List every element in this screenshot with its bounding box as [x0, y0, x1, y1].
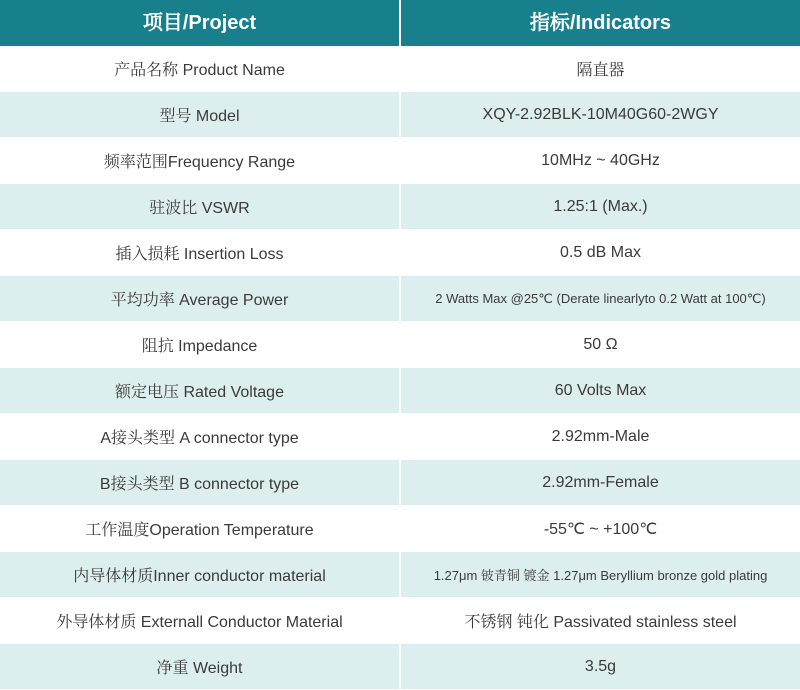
cell-indicator: 50 Ω: [400, 322, 800, 368]
cell-project: 平均功率 Average Power: [0, 276, 400, 322]
cell-project: 外导体材质 Externall Conductor Material: [0, 598, 400, 644]
cell-indicator: 不锈钢 钝化 Passivated stainless steel: [400, 598, 800, 644]
cell-project: 内导体材质Inner conductor material: [0, 552, 400, 598]
cell-project: 额定电压 Rated Voltage: [0, 368, 400, 414]
table-header: [0, 0, 800, 46]
cell-indicator: -55℃ ~ +100℃: [400, 506, 800, 552]
cell-indicator: 1.25:1 (Max.): [400, 184, 800, 230]
cell-indicator: XQY-2.92BLK-10M40G60-2WGY: [400, 92, 800, 138]
table-row: [0, 230, 800, 276]
cell-indicator: 2 Watts Max @25℃ (Derate linearlyto 0.2 Watt at 100℃): [400, 276, 800, 322]
cell-indicator: 2.92mm-Female: [400, 460, 800, 506]
cell-project: 型号 Model: [0, 92, 400, 138]
table-body: [0, 46, 800, 690]
table-row: [0, 598, 800, 644]
table-row: [0, 322, 800, 368]
cell-indicator: 60 Volts Max: [400, 368, 800, 414]
table-row: [0, 138, 800, 184]
table-row: [0, 46, 800, 92]
cell-project: 驻波比 VSWR: [0, 184, 400, 230]
cell-project: 产品名称 Product Name: [0, 46, 400, 92]
cell-project: 工作温度Operation Temperature: [0, 506, 400, 552]
column-header-indicators: 指标/Indicators: [400, 0, 800, 46]
table-header-row: [0, 0, 800, 46]
table-row: [0, 414, 800, 460]
cell-project: 插入损耗 Insertion Loss: [0, 230, 400, 276]
table-row: [0, 506, 800, 552]
table-row: [0, 276, 800, 322]
cell-indicator: 隔直器: [400, 46, 800, 92]
table-row: [0, 644, 800, 690]
table-row: [0, 92, 800, 138]
table-row: [0, 460, 800, 506]
cell-indicator: 3.5g: [400, 644, 800, 690]
table-row: [0, 552, 800, 598]
cell-indicator: 0.5 dB Max: [400, 230, 800, 276]
cell-indicator: 1.27μm 铍青铜 镀金 1.27μm Beryllium bronze gold plating: [400, 552, 800, 598]
column-header-project: 项目/Project: [0, 0, 400, 46]
cell-indicator: 10MHz ~ 40GHz: [400, 138, 800, 184]
cell-project: B接头类型 B connector type: [0, 460, 400, 506]
cell-project: 阻抗 Impedance: [0, 322, 400, 368]
cell-project: 净重 Weight: [0, 644, 400, 690]
cell-indicator: 2.92mm-Male: [400, 414, 800, 460]
table-row: [0, 368, 800, 414]
table-row: [0, 184, 800, 230]
cell-project: 频率范围Frequency Range: [0, 138, 400, 184]
cell-project: A接头类型 A connector type: [0, 414, 400, 460]
